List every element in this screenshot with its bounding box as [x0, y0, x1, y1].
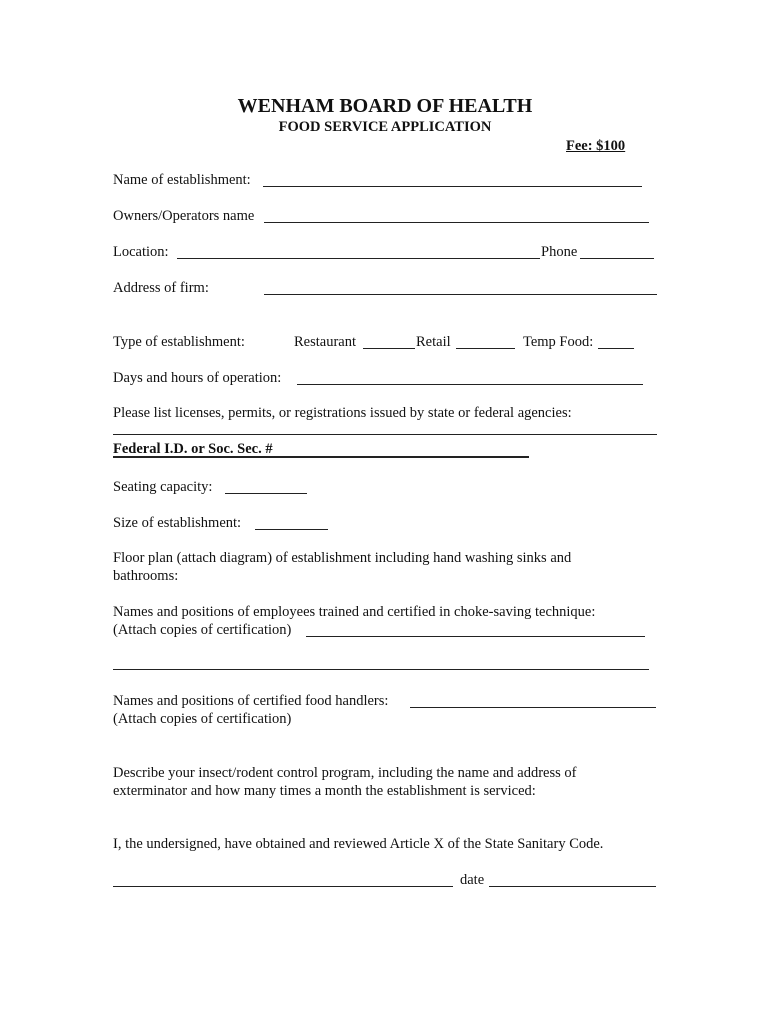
location-field[interactable] — [177, 242, 540, 259]
federal-id-label: Federal I.D. or Soc. Sec. # — [113, 441, 273, 457]
seating-capacity-field[interactable] — [225, 477, 307, 494]
address-label: Address of firm: — [113, 280, 209, 296]
owners-operators-label: Owners/Operators name — [113, 208, 255, 224]
establishment-name-field[interactable] — [263, 170, 642, 187]
restaurant-field[interactable] — [363, 332, 415, 349]
owners-operators-field[interactable] — [264, 206, 649, 223]
choke-saving-field-2[interactable] — [113, 653, 649, 670]
temp-food-field[interactable] — [598, 332, 634, 349]
size-field[interactable] — [255, 513, 328, 530]
licenses-field[interactable] — [113, 418, 657, 435]
phone-field[interactable] — [580, 242, 654, 259]
choke-saving-field[interactable] — [306, 620, 645, 637]
fee-label: Fee: $100 — [566, 138, 626, 154]
seating-capacity-label: Seating capacity: — [113, 479, 213, 495]
establishment-name-label: Name of establishment: — [113, 172, 251, 188]
retail-label: Retail — [416, 334, 451, 350]
form-title: WENHAM BOARD OF HEALTH — [237, 95, 533, 117]
food-handlers-field[interactable] — [410, 691, 656, 708]
floor-plan-text-2: bathrooms: — [113, 568, 179, 584]
days-hours-label: Days and hours of operation: — [113, 370, 282, 386]
establishment-type-label: Type of establishment: — [113, 334, 245, 350]
days-hours-field[interactable] — [297, 368, 643, 385]
address-field[interactable] — [264, 278, 657, 295]
choke-saving-text-2: (Attach copies of certification) — [113, 622, 292, 638]
retail-field[interactable] — [456, 332, 515, 349]
location-label: Location: — [113, 244, 169, 260]
date-field[interactable] — [489, 870, 656, 887]
licenses-label: Please list licenses, permits, or registrations issued by state or federal agencies: — [113, 405, 572, 421]
temp-food-label: Temp Food: — [523, 334, 594, 350]
size-label: Size of establishment: — [113, 515, 242, 531]
signature-field[interactable] — [113, 870, 453, 887]
federal-id-field[interactable] — [281, 440, 529, 456]
form-subtitle: FOOD SERVICE APPLICATION — [278, 119, 492, 135]
certification-statement: I, the undersigned, have obtained and reviewed Article X of the State Sanitary Code. — [113, 836, 604, 852]
floor-plan-text-1: Floor plan (attach diagram) of establishment including hand washing sinks and — [113, 550, 572, 566]
pest-control-text-2: exterminator and how many times a month the establishment is serviced: — [113, 783, 536, 799]
phone-label: Phone — [541, 244, 578, 260]
choke-saving-text-1: Names and positions of employees trained and certified in choke-saving technique: — [113, 604, 596, 620]
restaurant-label: Restaurant — [294, 334, 357, 350]
date-label: date — [460, 872, 485, 888]
food-handlers-text-2: (Attach copies of certification) — [113, 711, 292, 727]
pest-control-text-1: Describe your insect/rodent control program, including the name and address of — [113, 765, 577, 781]
federal-id-underline — [113, 456, 529, 458]
food-handlers-text-1: Names and positions of certified food handlers: — [113, 693, 389, 709]
